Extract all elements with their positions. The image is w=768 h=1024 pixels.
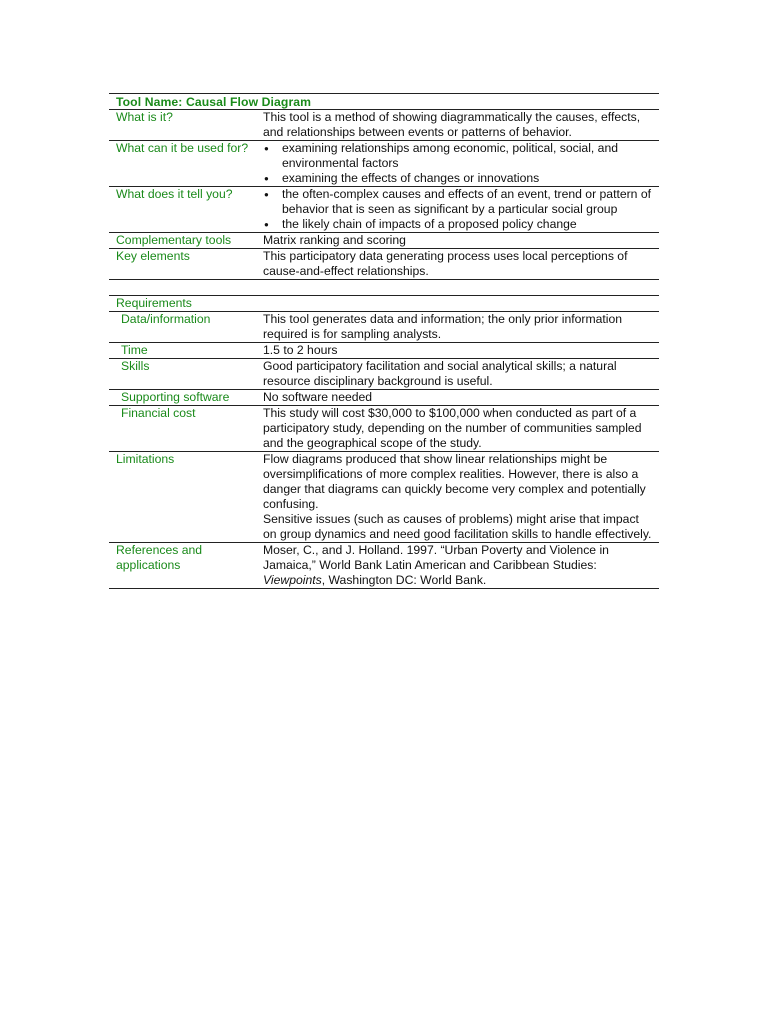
label-what-is-it: What is it? (116, 110, 173, 124)
value-key-elements: This participatory data generating process uses local perceptions of cause-and-effect relationships. (263, 249, 628, 278)
row-uses (109, 141, 659, 187)
label-requirements: Requirements (116, 296, 192, 310)
label-tells: What does it tell you? (116, 187, 233, 201)
row-supporting-software (109, 390, 659, 406)
value-supporting-software: No software needed (263, 390, 373, 404)
value-what-is-it: This tool is a method of showing diagrammatically the causes, effects, and relationships between events or patterns of behavior. (263, 110, 641, 139)
row-references (109, 543, 659, 589)
section-spacer (109, 280, 659, 296)
label-financial-cost: Financial cost (121, 406, 196, 420)
value-uses (263, 141, 659, 186)
list-item: ● examining relationships among economic, political, social, and environmental factors (263, 141, 655, 171)
list-item: ● examining the effects of changes or innovations (263, 171, 655, 186)
row-tells (109, 187, 659, 233)
reference-text-end: , Washington DC: World Bank. (321, 573, 487, 587)
row-what-is-it (109, 110, 659, 141)
uses-list (263, 141, 655, 186)
label-supporting-software: Supporting software (121, 390, 230, 404)
list-item: ● the often-complex causes and effects of an event, trend or pattern of behavior that is seen as significant by a particular social group (263, 187, 655, 217)
label-references: References and applications (116, 543, 203, 572)
row-complementary-tools (109, 233, 659, 249)
value-data-information: This tool generates data and information; the only prior information required is for sampling analysts. (263, 312, 623, 341)
row-data-information (109, 312, 659, 343)
limitations-paragraph-1: Flow diagrams produced that show linear relationships might be oversimplifications of more complex realities. However, there is also a danger that diagrams can quickly become very complex and potentially confusing. (263, 452, 646, 511)
row-requirements (109, 296, 659, 312)
row-financial-cost (109, 406, 659, 452)
row-skills (109, 359, 659, 390)
row-time (109, 343, 659, 359)
tool-table (109, 93, 659, 589)
label-skills: Skills (121, 359, 150, 373)
value-financial-cost: This study will cost $30,000 to $100,000 when conducted as part of a participatory study, depending on the number of communities sampled and the geographical scope of the study. (263, 406, 642, 450)
limitations-paragraph-2: Sensitive issues (such as causes of problems) might arise that impact on group dynamics and need good facilitation skills to handle effectively. (263, 512, 652, 541)
label-uses: What can it be used for? (116, 141, 249, 155)
reference-italic-title: Viewpoints (263, 573, 322, 587)
label-key-elements: Key elements (116, 249, 190, 263)
value-references (263, 543, 659, 588)
label-limitations: Limitations (116, 452, 175, 466)
value-time: 1.5 to 2 hours (263, 343, 338, 357)
reference-text: Moser, C., and J. Holland. 1997. “Urban Poverty and Violence in Jamaica,” World Bank Latin American and Caribbean Studies: (263, 543, 609, 572)
table-title: Tool Name: Causal Flow Diagram (109, 93, 659, 110)
value-limitations (263, 452, 659, 542)
value-skills: Good participatory facilitation and social analytical skills; a natural resource disciplinary background is useful. (263, 359, 617, 388)
value-complementary-tools: Matrix ranking and scoring (263, 233, 406, 247)
list-item: ● the likely chain of impacts of a proposed policy change (263, 217, 655, 232)
row-key-elements (109, 249, 659, 280)
label-data-information: Data/information (121, 312, 211, 326)
row-limitations (109, 452, 659, 543)
tells-list (263, 187, 655, 232)
value-tells (263, 187, 659, 232)
label-complementary-tools: Complementary tools (116, 233, 232, 247)
label-time: Time (121, 343, 148, 357)
